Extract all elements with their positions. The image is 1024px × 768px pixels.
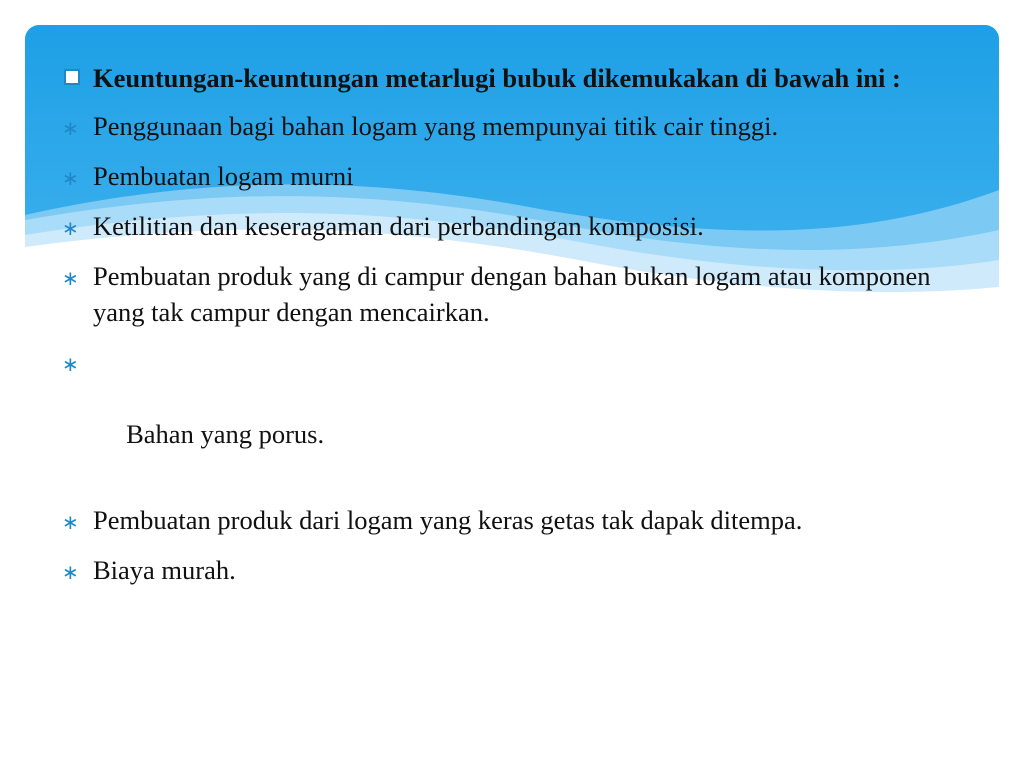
slide-content [60, 60, 980, 602]
list-item-text: Pembuatan produk dari logam yang keras getas tak dapak ditempa. [93, 505, 803, 535]
slide-heading [60, 60, 980, 96]
asterisk-icon: ∗ [62, 352, 79, 376]
list-item [60, 158, 980, 194]
asterisk-icon: ∗ [62, 166, 79, 190]
list-item-text: Ketilitian dan keseragaman dari perbandingan komposisi. [93, 211, 704, 241]
list-item [60, 502, 980, 538]
list-item-text: Bahan yang porus. [119, 419, 325, 449]
list-item [60, 552, 980, 588]
list-item-text: Pembuatan logam murni [93, 161, 354, 191]
list-item-text: Biaya murah. [93, 555, 236, 585]
list-item [60, 344, 980, 488]
heading-text: Keuntungan-keuntungan metarlugi bubuk dikemukakan di bawah ini : [93, 63, 901, 93]
list-item [60, 108, 980, 144]
list-item-text: Pembuatan produk yang di campur dengan bahan bukan logam atau komponen yang tak campur dengan mencairkan. [93, 261, 931, 327]
list-item [60, 208, 980, 244]
asterisk-icon: ∗ [62, 216, 79, 240]
list-item-text: Penggunaan bagi bahan logam yang mempunyai titik cair tinggi. [93, 111, 779, 141]
asterisk-icon: ∗ [62, 510, 79, 534]
asterisk-icon: ∗ [62, 116, 79, 140]
asterisk-icon: ∗ [62, 266, 79, 290]
list-item [60, 258, 980, 330]
asterisk-icon: ∗ [62, 560, 79, 584]
checkbox-square-icon [64, 69, 80, 85]
